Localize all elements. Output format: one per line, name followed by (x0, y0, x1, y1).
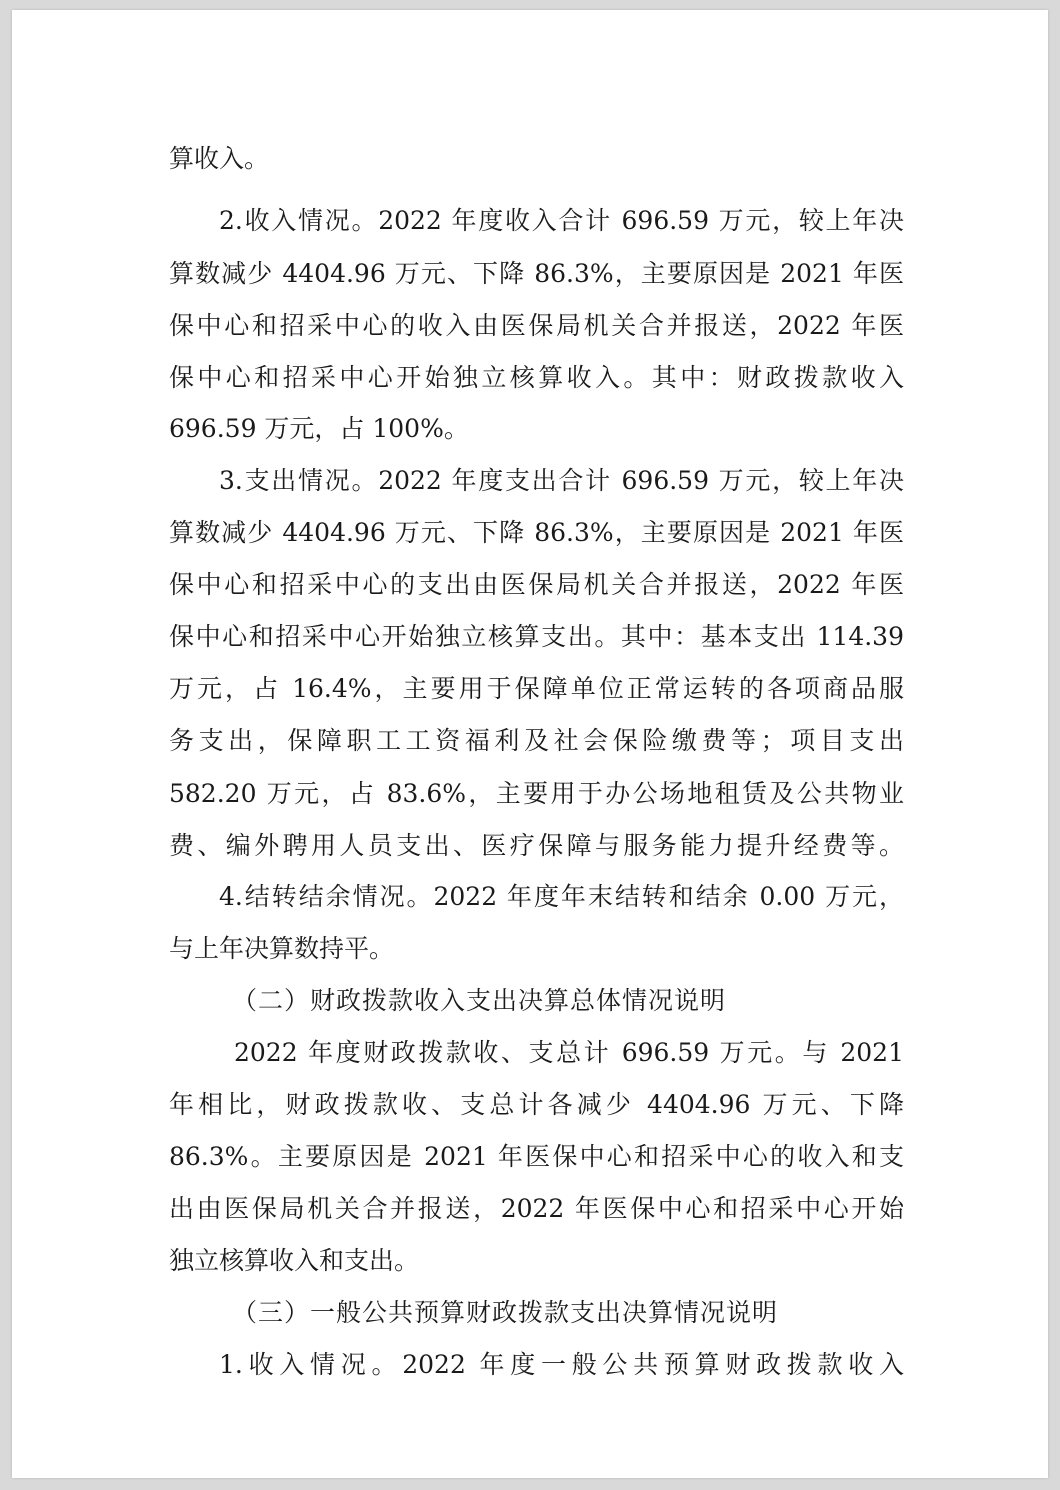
text-line: 算数减少 4404.96 万元、下降 86.3%，主要原因是 2021 年医 (169, 518, 904, 547)
paragraph-start-line: 2.收入情况。2022 年度收入合计 696.59 万元，较上年决 (219, 206, 904, 235)
paragraph-start-line: 3.支出情况。2022 年度支出合计 696.59 万元，较上年决 (219, 466, 904, 495)
text-line: 务支出，保障职工工资福利及社会保险缴费等；项目支出 (169, 726, 904, 755)
document-page (12, 10, 1048, 1478)
text-line: 出由医保局机关合并报送，2022 年医保中心和招采中心开始 (169, 1194, 904, 1223)
text-line: 万元，占 16.4%，主要用于保障单位正常运转的各项商品服 (169, 674, 904, 703)
paragraph-start-line: 1.收入情况。2022 年度一般公共预算财政拨款收入 (219, 1350, 904, 1379)
text-line: 独立核算收入和支出。 (169, 1246, 420, 1275)
text-line: 算数减少 4404.96 万元、下降 86.3%，主要原因是 2021 年医 (169, 259, 904, 288)
text-line: 与上年决算数持平。 (169, 934, 395, 963)
paragraph-start-line: 2022 年度财政拨款收、支总计 696.59 万元。与 2021 (234, 1038, 904, 1067)
text-line: 保中心和招采中心的收入由医保局机关合并报送，2022 年医 (169, 311, 904, 340)
text-line: 582.20 万元，占 83.6%，主要用于办公场地租赁及公共物业 (169, 779, 904, 808)
text-line: 保中心和招采中心开始独立核算支出。其中：基本支出 114.39 (169, 622, 904, 651)
text-line: 费、编外聘用人员支出、医疗保障与服务能力提升经费等。 (169, 831, 904, 860)
text-line: 86.3%。主要原因是 2021 年医保中心和招采中心的收入和支 (169, 1142, 904, 1171)
text-line: 696.59 万元，占 100%。 (169, 414, 469, 443)
section-heading: （二）财政拨款收入支出决算总体情况说明 (232, 986, 727, 1015)
text-line: 算收入。 (169, 144, 270, 173)
section-heading: （三）一般公共预算财政拨款支出决算情况说明 (232, 1298, 779, 1327)
paragraph-start-line: 4.结转结余情况。2022 年度年末结转和结余 0.00 万元， (219, 882, 904, 911)
text-line: 年相比，财政拨款收、支总计各减少 4404.96 万元、下降 (169, 1090, 904, 1119)
text-line: 保中心和招采中心开始独立核算收入。其中：财政拨款收入 (169, 363, 904, 392)
text-line: 保中心和招采中心的支出由医保局机关合并报送，2022 年医 (169, 570, 904, 599)
